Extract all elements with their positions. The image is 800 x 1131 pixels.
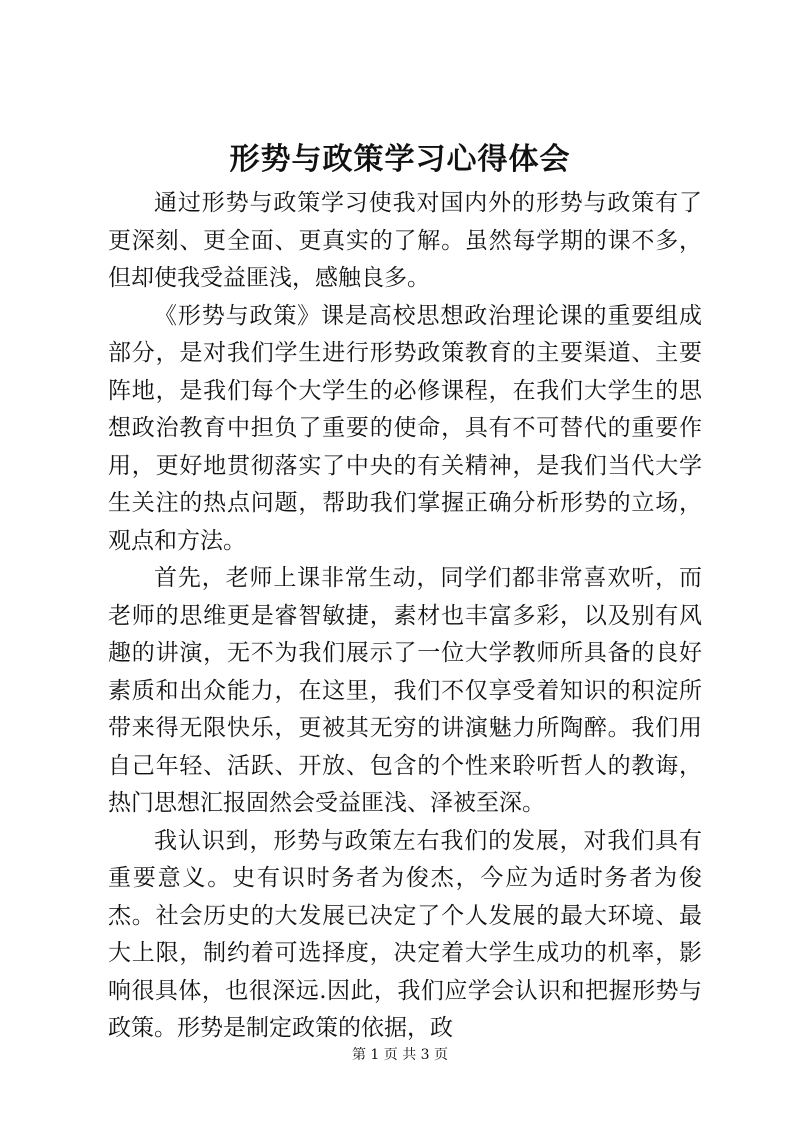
- paragraph-1: 通过形势与政策学习使我对国内外的形势与政策有了更深刻、更全面、更真实的了解。虽然每学期的课不多，但却使我受益匪浅，感触良多。: [108, 190, 702, 291]
- page-title: 形势与政策学习心得体会: [229, 142, 571, 177]
- page-footer: 第 1 页 共 3 页: [351, 1047, 449, 1063]
- paragraph-2: 《形势与政策》课是高校思想政治理论课的重要组成部分，是对我们学生进行形势政策教育的主要渠道、主要阵地，是我们每个大学生的必修课程，在我们大学生的思想政治教育中担负了重要的使命，具有不可替代的重要作用，更好地贯彻落实了中央的有关精神，是我们当代大学生关注的热点问题，帮助我们掌握正确分析形势的立场，观点和方法。: [108, 302, 702, 554]
- paragraph-3: 首先，老师上课非常生动，同学们都非常喜欢听，而老师的思维更是睿智敏捷，素材也丰富多彩，以及别有风趣的讲演，无不为我们展示了一位大学教师所具备的良好素质和出众能力，在这里，我们不仅享受着知识的积淀所带来得无限快乐，更被其无穷的讲演魅力所陶醉。我们用自己年轻、活跃、开放、包含的个性来聆听哲人的教诲，热门思想汇报固然会受益匪浅、泽被至深。: [108, 565, 702, 816]
- document-body: [108, 185, 702, 1048]
- paragraph-4: 我认识到，形势与政策左右我们的发展，对我们具有重要意义。史有识时务者为俊杰，今应为适时务者为俊杰。社会历史的大发展已决定了个人发展的最大环境、最大上限，制约着可选择度，决定着大学生成功的机率，影响很具体，也很深远.因此，我们应学会认识和把握形势与政策。形势是制定政策的依据，政: [108, 827, 702, 1041]
